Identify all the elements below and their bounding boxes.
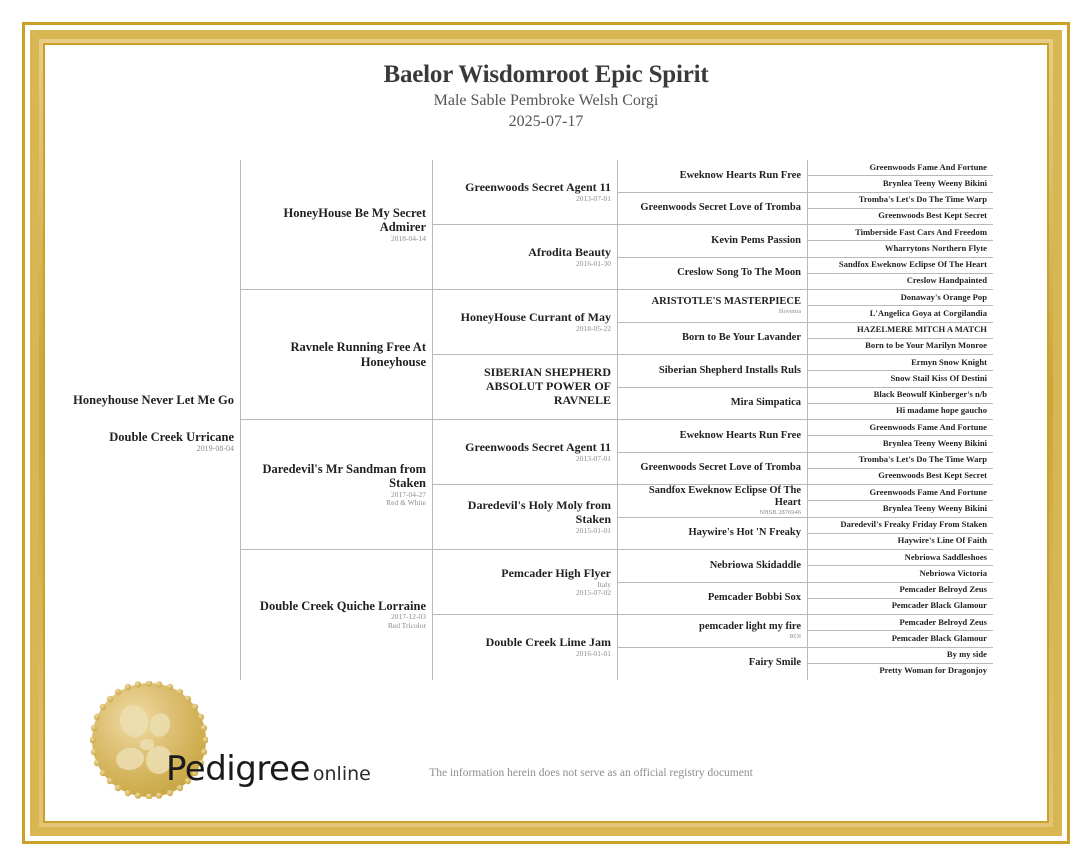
ancestor-name: Donaway's Orange Pop xyxy=(900,291,987,302)
ancestor-name: Tromba's Let's Do The Time Warp xyxy=(858,454,987,465)
ancestor-meta: 2016-01-01 xyxy=(576,648,611,658)
ancestor-name: Eweknow Hearts Run Free xyxy=(679,169,801,181)
ancestor-name: Ravnele Running Free At Honeyhouse xyxy=(290,340,426,369)
ancestor-meta: 2013-07-01 xyxy=(576,453,611,463)
pedigree-cell-gen4-6[interactable] xyxy=(618,323,807,356)
ancestor-name: Pemcader Bobbi Sox xyxy=(707,592,801,604)
ancestor-name: Nebriowa Saddleshoes xyxy=(904,551,987,562)
pedigree-cell-gen4-4[interactable] xyxy=(618,258,807,291)
ancestor-name: L'Angelica Goya at Corgilandia xyxy=(869,307,987,318)
ancestor-meta: Slovenia xyxy=(778,308,801,316)
pedigree-cell-gen4-12[interactable] xyxy=(618,518,807,551)
generation-3-column xyxy=(432,160,617,680)
pedigree-cell-gen1-2[interactable] xyxy=(48,420,240,680)
ancestor-name: Greenwoods Secret Agent 11 xyxy=(465,439,611,454)
ancestor-name: Afrodita Beauty xyxy=(528,244,611,259)
pedigree-cell-gen5-7[interactable] xyxy=(808,258,993,274)
pedigree-cell-gen5-17[interactable] xyxy=(808,420,993,436)
ancestor-name: Greenwoods Secret Love of Tromba xyxy=(640,202,801,214)
pedigree-cell-gen4-1[interactable] xyxy=(618,160,807,193)
pedigree-cell-gen5-25[interactable] xyxy=(808,550,993,566)
pedigree-cell-gen5-6[interactable] xyxy=(808,241,993,257)
ancestor-meta: Red & White xyxy=(386,498,426,507)
ancestor-name: Pemcader Black Glamour xyxy=(891,600,987,611)
disclaimer-text: The information herein does not serve as an official registry document xyxy=(429,767,753,779)
ancestor-name: Fairy Smile xyxy=(748,657,801,669)
ancestor-name: Sandfox Eweknow Eclipse Of The Heart xyxy=(838,259,987,270)
ancestor-meta: 2015-01-01 xyxy=(576,525,611,535)
pedigree-cell-gen4-7[interactable] xyxy=(618,355,807,388)
ancestor-meta: Italy xyxy=(597,579,611,589)
pedigree-cell-gen4-11[interactable] xyxy=(618,485,807,518)
pedigree-cell-gen4-5[interactable] xyxy=(618,290,807,323)
ancestor-name: Creslow Handpainted xyxy=(906,275,987,286)
ancestor-name: Pemcader Black Glamour xyxy=(891,632,987,643)
ancestor-name: HoneyHouse Currant of May xyxy=(460,309,611,324)
ancestor-name: HoneyHouse Be My Secret Admirer xyxy=(283,205,426,235)
ancestor-name: Timberside Fast Cars And Freedom xyxy=(855,226,987,237)
ancestor-name: Kevin Pems Passion xyxy=(711,234,801,246)
ancestor-meta: 2016-01-30 xyxy=(576,258,611,268)
decorative-frame-inner xyxy=(43,43,1049,823)
pedigree-cell-gen5-28[interactable] xyxy=(808,599,993,615)
pedigree-cell-gen2-2[interactable] xyxy=(241,290,432,420)
pedigree-cell-gen5-12[interactable] xyxy=(808,339,993,355)
ancestor-name: Eweknow Hearts Run Free xyxy=(679,429,801,441)
pedigree-cell-gen5-16[interactable] xyxy=(808,404,993,420)
pedigree-cell-gen5-19[interactable] xyxy=(808,453,993,469)
pedigree-cell-gen5-8[interactable] xyxy=(808,274,993,290)
logo-main-text: Pedigree xyxy=(166,749,310,789)
ancestor-name: Greenwoods Best Kept Secret xyxy=(878,210,987,221)
pedigree-cell-gen1-1[interactable] xyxy=(48,160,240,420)
ancestor-name: Daredevil's Holy Moly from Staken xyxy=(467,497,611,526)
pedigree-cell-gen5-15[interactable] xyxy=(808,388,993,404)
ancestor-name: Wharrytons Northern Flyte xyxy=(884,242,987,253)
document-header xyxy=(45,45,1047,132)
decorative-frame-middle xyxy=(30,30,1062,836)
generation-1-column xyxy=(48,160,240,680)
pedigree-cell-gen3-2[interactable] xyxy=(433,225,617,290)
pedigree-chart xyxy=(48,160,1070,680)
ancestor-name: Double Creek Lime Jam xyxy=(485,634,611,649)
ancestor-name: Brynlea Teeny Weeny Bikini xyxy=(882,177,987,188)
pedigree-cell-gen5-18[interactable] xyxy=(808,436,993,452)
pedigree-cell-gen5-14[interactable] xyxy=(808,371,993,387)
ancestor-meta: 2019-08-04 xyxy=(196,443,234,453)
logo-sub-text: online xyxy=(312,763,371,785)
ancestor-name: Greenwoods Secret Love of Tromba xyxy=(640,462,801,474)
pedigree-cell-gen5-21[interactable] xyxy=(808,485,993,501)
generation-4-column xyxy=(617,160,807,680)
pedigree-cell-gen5-29[interactable] xyxy=(808,615,993,631)
ancestor-name: Creslow Song To The Moon xyxy=(677,267,801,279)
ancestor-name: By my side xyxy=(946,649,987,660)
pedigree-cell-gen5-24[interactable] xyxy=(808,534,993,550)
ancestor-name: Mira Simpatica xyxy=(730,397,801,409)
pedigree-cell-gen4-8[interactable] xyxy=(618,388,807,421)
pedigree-cell-gen5-22[interactable] xyxy=(808,501,993,517)
pedigree-cell-gen3-4[interactable] xyxy=(433,355,617,420)
ancestor-name: Greenwoods Fame And Fortune xyxy=(869,421,987,432)
document-footer xyxy=(45,657,1047,807)
ancestor-name: Born to Be Your Lavander xyxy=(681,332,801,344)
ancestor-name: Pemcader Belroyd Zeus xyxy=(899,616,987,627)
ancestor-name: Haywire's Line Of Faith xyxy=(897,535,987,546)
decorative-frame-outer xyxy=(22,22,1070,844)
ancestor-name: Black Beowulf Kinberger's n/b xyxy=(873,389,987,400)
ancestor-name: Pemcader Belroyd Zeus xyxy=(899,584,987,595)
pedigree-cell-gen5-27[interactable] xyxy=(808,583,993,599)
pedigree-cell-gen5-2[interactable] xyxy=(808,176,993,192)
ancestor-name: Pretty Woman for Dragonjoy xyxy=(879,665,987,676)
ancestor-name: Brynlea Teeny Weeny Bikini xyxy=(882,437,987,448)
ancestor-name: Tromba's Let's Do The Time Warp xyxy=(858,194,987,205)
pedigree-cell-gen4-15[interactable] xyxy=(618,615,807,648)
ancestor-name: Greenwoods Fame And Fortune xyxy=(869,486,987,497)
pedigree-cell-gen5-1[interactable] xyxy=(808,160,993,176)
ancestor-meta: 2018-04-14 xyxy=(391,233,426,243)
pedigree-cell-gen5-4[interactable] xyxy=(808,209,993,225)
pedigree-cell-gen3-7[interactable] xyxy=(433,550,617,615)
ancestor-name: Greenwoods Secret Agent 11 xyxy=(465,179,611,194)
ancestor-name: Daredevil's Mr Sandman from Staken xyxy=(262,461,426,491)
dog-date: 2025-07-17 xyxy=(508,112,584,130)
ancestor-name: Ermyn Snow Knight xyxy=(911,356,987,367)
pedigree-cell-gen4-10[interactable] xyxy=(618,453,807,486)
ancestor-name: ARISTOTLE'S MASTERPIECE xyxy=(651,296,801,308)
pedigree-cell-gen5-3[interactable] xyxy=(808,193,993,209)
pedigree-cell-gen5-5[interactable] xyxy=(808,225,993,241)
ancestor-name: Double Creek Urricane xyxy=(109,430,234,444)
ancestor-name: Nebriowa Victoria xyxy=(919,567,987,578)
pedigree-cell-gen3-1[interactable] xyxy=(433,160,617,225)
pedigree-cell-gen4-3[interactable] xyxy=(618,225,807,258)
pedigree-online-logo[interactable] xyxy=(90,681,371,799)
ancestor-name: Daredevil's Freaky Friday From Staken xyxy=(840,519,987,530)
page-title: Baelor Wisdomroot Epic Spirit xyxy=(383,61,709,88)
ancestor-meta: 2013-07-01 xyxy=(576,193,611,203)
pedigree-cell-gen3-5[interactable] xyxy=(433,420,617,485)
pedigree-cell-gen5-11[interactable] xyxy=(808,323,993,339)
pedigree-cell-gen5-26[interactable] xyxy=(808,566,993,582)
ancestor-meta: 2018-05-22 xyxy=(576,323,611,333)
ancestor-meta: 2017-04-27 xyxy=(391,489,426,499)
ancestor-meta: ROI xyxy=(789,633,801,641)
ancestor-meta: NHSB 2876946 xyxy=(759,509,801,517)
ancestor-name: Born to be Your Marilyn Monroe xyxy=(865,340,987,351)
ancestor-name: SIBERIAN SHEPHERD ABSOLUT POWER OF RAVNELE xyxy=(483,365,611,407)
ancestor-name: Honeyhouse Never Let Me Go xyxy=(73,392,234,407)
ancestor-meta: 2017-12-03 xyxy=(391,612,426,622)
ancestor-name: Greenwoods Fame And Fortune xyxy=(869,161,987,172)
pedigree-cell-gen4-2[interactable] xyxy=(618,193,807,226)
pedigree-cell-gen5-10[interactable] xyxy=(808,306,993,322)
pedigree-cell-gen5-23[interactable] xyxy=(808,518,993,534)
ancestor-name: Pemcader High Flyer xyxy=(501,565,611,580)
ancestor-name: Nebriowa Skidaddle xyxy=(709,559,801,571)
pedigree-cell-gen5-30[interactable] xyxy=(808,631,993,647)
pedigree-cell-gen4-13[interactable] xyxy=(618,550,807,583)
dog-description: Male Sable Pembroke Welsh Corgi xyxy=(433,91,659,109)
pedigree-cell-gen2-3[interactable] xyxy=(241,420,432,550)
ancestor-name: Hi madame hope gaucho xyxy=(896,405,987,416)
pedigree-cell-gen3-6[interactable] xyxy=(433,485,617,550)
pedigree-cell-gen4-9[interactable] xyxy=(618,420,807,453)
ancestor-name: HAZELMERE MITCH A MATCH xyxy=(857,324,987,335)
generation-2-column xyxy=(240,160,432,680)
pedigree-cell-gen4-14[interactable] xyxy=(618,583,807,616)
pedigree-cell-gen5-9[interactable] xyxy=(808,290,993,306)
ancestor-name: Sandfox Eweknow Eclipse Of The Heart xyxy=(648,485,801,509)
ancestor-name: pemcader light my fire xyxy=(699,621,801,633)
generation-5-column xyxy=(807,160,993,680)
ancestor-name: Double Creek Quiche Lorraine xyxy=(259,598,426,613)
pedigree-cell-gen3-3[interactable] xyxy=(433,290,617,355)
pedigree-cell-gen2-1[interactable] xyxy=(241,160,432,290)
ancestor-name: Siberian Shepherd Installs Ruls xyxy=(658,364,801,376)
ancestor-name: Haywire's Hot 'N Freaky xyxy=(688,527,801,539)
pedigree-cell-gen5-13[interactable] xyxy=(808,355,993,371)
ancestor-meta: 2015-07-02 xyxy=(576,587,611,597)
ancestor-name: Snow Stail Kiss Of Destini xyxy=(890,372,987,383)
ancestor-meta: Red Tricolor xyxy=(387,620,426,630)
ancestor-name: Greenwoods Best Kept Secret xyxy=(878,470,987,481)
pedigree-cell-gen5-20[interactable] xyxy=(808,469,993,485)
ancestor-name: Brynlea Teeny Weeny Bikini xyxy=(882,502,987,513)
